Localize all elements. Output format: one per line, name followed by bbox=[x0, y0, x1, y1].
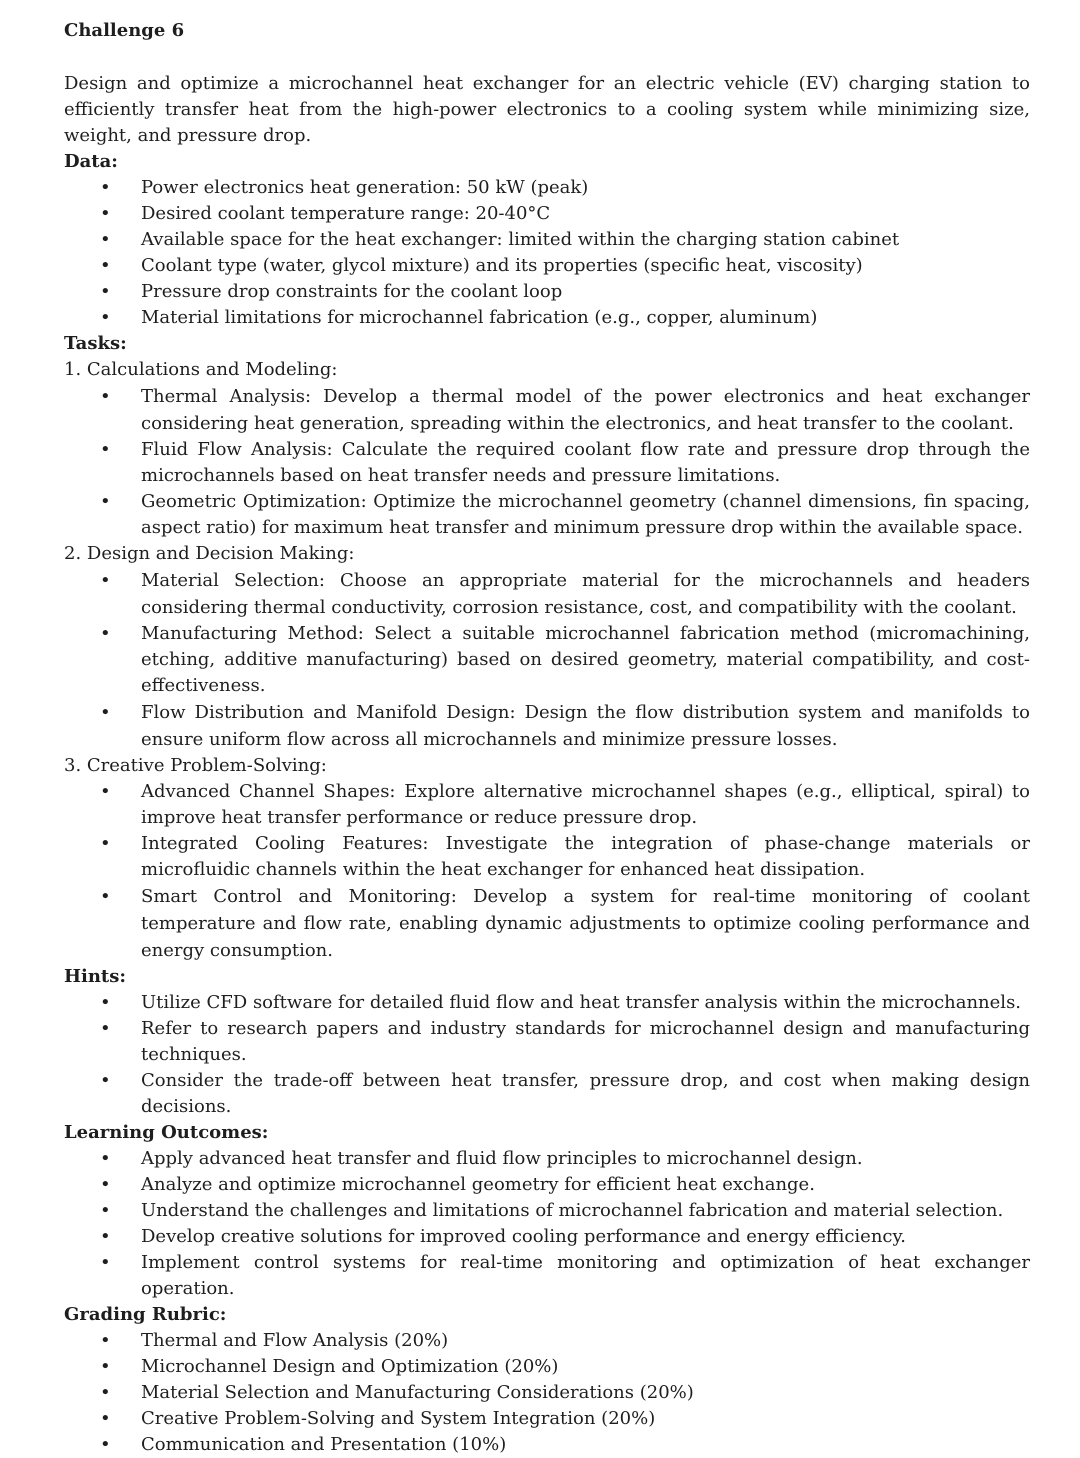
list-item: • Microchannel Design and Optimization (20%) bbox=[64, 1354, 1030, 1380]
list-item: • Integrated Cooling Features: Investigate the integration of phase-change materials or microfluidic channels within the heat exchanger for enhanced heat dissipation. bbox=[64, 831, 1030, 883]
task-group-label: 2. Design and Decision Making: bbox=[64, 543, 355, 564]
list-item: • Flow Distribution and Manifold Design: Design the flow distribution system and manifolds to ensure uniform flow across all microchannels and minimize pressure losses. bbox=[64, 699, 1030, 753]
list-item: • Creative Problem-Solving and System Integration (20%) bbox=[64, 1406, 1030, 1432]
task-group-label: 3. Creative Problem-Solving: bbox=[64, 755, 327, 776]
learning-outcomes-list bbox=[64, 1146, 1030, 1302]
document-page bbox=[64, 18, 1030, 1458]
list-item: • Manufacturing Method: Select a suitable microchannel fabrication method (micromachining, etching, additive manufacturing) based on desired geometry, material compatibility, and cost-effectiveness. bbox=[64, 621, 1030, 699]
list-item: • Material limitations for microchannel fabrication (e.g., copper, aluminum) bbox=[64, 305, 1030, 331]
grading-rubric-heading: Grading Rubric: bbox=[64, 1304, 227, 1325]
list-item: • Power electronics heat generation: 50 kW (peak) bbox=[64, 175, 1030, 201]
task-group-list bbox=[64, 779, 1030, 964]
list-item: • Communication and Presentation (10%) bbox=[64, 1432, 1030, 1458]
data-list bbox=[64, 175, 1030, 331]
list-item: • Available space for the heat exchanger: limited within the charging station cabinet bbox=[64, 227, 1030, 253]
list-item: • Advanced Channel Shapes: Explore alternative microchannel shapes (e.g., elliptical, spiral) to improve heat transfer performance or reduce pressure drop. bbox=[64, 779, 1030, 831]
hints-list bbox=[64, 990, 1030, 1120]
list-item: • Thermal and Flow Analysis (20%) bbox=[64, 1328, 1030, 1354]
tasks-heading: Tasks: bbox=[64, 333, 127, 354]
list-item: • Pressure drop constraints for the coolant loop bbox=[64, 279, 1030, 305]
learning-outcomes-heading: Learning Outcomes: bbox=[64, 1122, 269, 1143]
list-item: • Desired coolant temperature range: 20-40°C bbox=[64, 201, 1030, 227]
list-item: • Smart Control and Monitoring: Develop a system for real-time monitoring of coolant temperature and flow rate, enabling dynamic adjustments to optimize cooling performance and energy consumption. bbox=[64, 883, 1030, 964]
list-item: • Implement control systems for real-time monitoring and optimization of heat exchanger operation. bbox=[64, 1250, 1030, 1302]
list-item: • Understand the challenges and limitations of microchannel fabrication and material selection. bbox=[64, 1198, 1030, 1224]
intro-paragraph: Design and optimize a microchannel heat exchanger for an electric vehicle (EV) charging station to efficiently transfer heat from the high-power electronics to a cooling system while minimizing size, weight, and pressure drop. bbox=[64, 73, 1030, 146]
list-item: • Coolant type (water, glycol mixture) and its properties (specific heat, viscosity) bbox=[64, 253, 1030, 279]
list-item: • Consider the trade-off between heat transfer, pressure drop, and cost when making design decisions. bbox=[64, 1068, 1030, 1120]
list-item: • Apply advanced heat transfer and fluid flow principles to microchannel design. bbox=[64, 1146, 1030, 1172]
data-heading: Data: bbox=[64, 151, 118, 172]
list-item: • Utilize CFD software for detailed fluid flow and heat transfer analysis within the microchannels. bbox=[64, 990, 1030, 1016]
list-item: • Thermal Analysis: Develop a thermal model of the power electronics and heat exchanger considering heat generation, spreading within the electronics, and heat transfer to the coolant. bbox=[64, 383, 1030, 437]
list-item: • Develop creative solutions for improved cooling performance and energy efficiency. bbox=[64, 1224, 1030, 1250]
list-item: • Material Selection: Choose an appropriate material for the microchannels and headers considering thermal conductivity, corrosion resistance, cost, and compatibility with the coolant. bbox=[64, 567, 1030, 621]
grading-rubric-list bbox=[64, 1328, 1030, 1458]
list-item: • Geometric Optimization: Optimize the microchannel geometry (channel dimensions, fin spacing, aspect ratio) for maximum heat transfer and minimum pressure drop within the available space. bbox=[64, 489, 1030, 541]
list-item: • Fluid Flow Analysis: Calculate the required coolant flow rate and pressure drop through the microchannels based on heat transfer needs and pressure limitations. bbox=[64, 437, 1030, 489]
task-group-label: 1. Calculations and Modeling: bbox=[64, 359, 338, 380]
list-item: • Refer to research papers and industry standards for microchannel design and manufacturing techniques. bbox=[64, 1016, 1030, 1068]
page-title: Challenge 6 bbox=[64, 20, 185, 41]
list-item: • Material Selection and Manufacturing Considerations (20%) bbox=[64, 1380, 1030, 1406]
hints-heading: Hints: bbox=[64, 966, 127, 987]
task-group-list bbox=[64, 567, 1030, 753]
list-item: • Analyze and optimize microchannel geometry for efficient heat exchange. bbox=[64, 1172, 1030, 1198]
task-group-list bbox=[64, 383, 1030, 541]
